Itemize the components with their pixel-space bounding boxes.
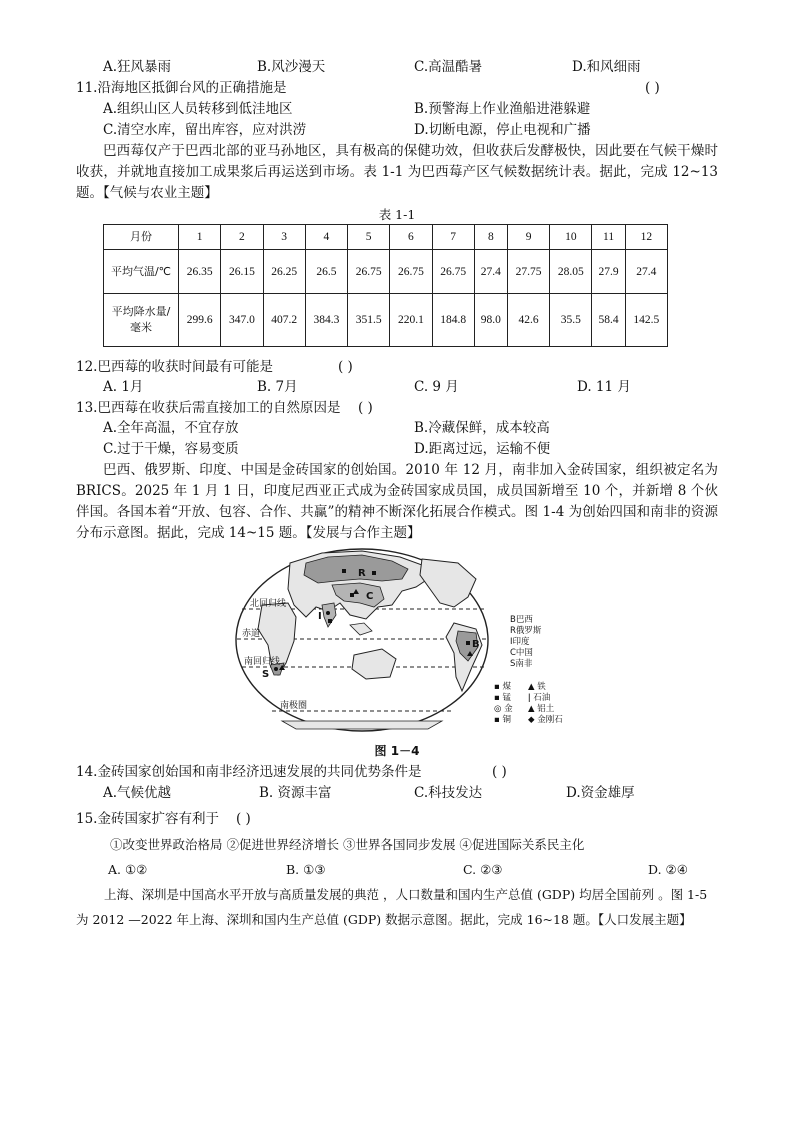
manganese-legend-icon: ▪ bbox=[494, 693, 503, 703]
table-cell: 27.9 bbox=[592, 250, 625, 294]
copper-legend-icon: ▪ bbox=[494, 715, 503, 725]
precip-label-line2: 毫米 bbox=[130, 321, 152, 334]
antarctica-landmass bbox=[282, 721, 442, 729]
coal-legend-icon: ▪ bbox=[494, 682, 503, 692]
q12-option-c: C. 9 月 bbox=[414, 379, 459, 395]
q13-option-b: B.冷藏保鲜，成本较高 bbox=[414, 420, 550, 436]
legend-resource: ◆ 金刚石 bbox=[528, 715, 563, 725]
table-cell: 347.0 bbox=[221, 294, 263, 347]
table-cell: 299.6 bbox=[179, 294, 221, 347]
table-cell: 35.5 bbox=[550, 294, 592, 347]
table-cell: 58.4 bbox=[592, 294, 625, 347]
table-cell: 384.3 bbox=[305, 294, 347, 347]
q14-stem: 14.金砖国家创始国和南非经济迅速发展的共同优势条件是 bbox=[76, 764, 422, 780]
passage-acai: 巴西莓仅产于巴西北部的亚马孙地区，具有极高的保健功效，但收获后发酵极快，因此要在气候干燥时收获，并就地直接加工成果浆后再运送到市场。表 1-1 为巴西莓产区气候数据统计表。据此，完成 12~13 题。【气候与农业主题】 bbox=[76, 143, 718, 201]
table-cell: 220.1 bbox=[390, 294, 432, 347]
iron-marker bbox=[328, 619, 332, 623]
passage-shanghai-shenzhen-line2: 为 2012 —2022 年上海、深圳和国内生产总值 (GDP) 数据示意图。据此，完成 16~18 题。【人口发展主题】 bbox=[76, 912, 692, 927]
legend-country: C中国 bbox=[510, 648, 533, 658]
table-cell: 6 bbox=[390, 225, 432, 250]
table-row bbox=[104, 250, 668, 294]
q13-stem: 13.巴西莓在收获后需直接加工的自然原因是 bbox=[76, 400, 341, 416]
diamond-legend-icon: ◆ bbox=[528, 715, 538, 725]
table-cell: 351.5 bbox=[348, 294, 390, 347]
map-letter-b: B bbox=[472, 639, 480, 650]
climate-table bbox=[103, 224, 668, 347]
passage-brics: 巴西、俄罗斯、印度、中国是金砖国家的创始国。2010 年 12 月，南非加入金砖国家，组织被定名为 BRICS。2025 年 1 月 1 日，印度尼西亚正式成为金砖国家成员国，成员国新增至 10 个，并新增 8 个伙伴国。各国本着“开放、包容、合作、共赢”的精神不断深化拓展合作模式。图 1-4 为创始四国和南非的资源分布示意图。据此，完成 14~15 题。【发展与合作主题】 bbox=[76, 462, 718, 541]
q12-option-a: A. 1月 bbox=[103, 379, 144, 395]
q15-option-c: C. ②③ bbox=[463, 862, 503, 877]
legend-resource: ▪ 锰 bbox=[494, 693, 511, 703]
table-caption: 表 1-1 bbox=[378, 207, 416, 222]
table-cell: 26.75 bbox=[390, 250, 432, 294]
gold-marker bbox=[274, 667, 278, 671]
table-cell: 9 bbox=[507, 225, 549, 250]
table-cell: 142.5 bbox=[625, 294, 667, 347]
map-letter-r: R bbox=[358, 568, 366, 579]
table-cell: 10 bbox=[550, 225, 592, 250]
q14-option-c: C.科技发达 bbox=[414, 785, 483, 801]
precip-label-line1: 平均降水量/ bbox=[111, 305, 171, 318]
q11-option-d: D.切断电源，停止电视和广播 bbox=[414, 122, 591, 138]
q13-answer-paren: ( ) bbox=[358, 400, 373, 416]
q12-answer-paren: ( ) bbox=[338, 359, 353, 375]
q15-answer-paren: ( ) bbox=[236, 811, 251, 827]
q15-option-b: B. ①③ bbox=[286, 862, 326, 877]
figure-caption: 图 1－4 bbox=[374, 744, 420, 758]
table-header-temp: 平均气温/℃ bbox=[104, 250, 179, 294]
table-cell: 28.05 bbox=[550, 250, 592, 294]
coal-marker bbox=[372, 571, 376, 575]
q14-answer-paren: ( ) bbox=[492, 764, 507, 780]
legend-country: I印度 bbox=[510, 637, 530, 647]
brics-resource-map bbox=[232, 545, 568, 741]
legend-resource: ▪ 铜 bbox=[494, 715, 511, 725]
table-cell: 26.5 bbox=[305, 250, 347, 294]
table-cell: 3 bbox=[263, 225, 305, 250]
gold-legend-icon: ◎ bbox=[494, 704, 505, 714]
q10-option-d: D.和风细雨 bbox=[572, 59, 641, 75]
table-cell: 26.75 bbox=[348, 250, 390, 294]
label-tropic-of-cancer: 北回归线 bbox=[250, 599, 287, 609]
legend-country: S南非 bbox=[510, 659, 533, 669]
table-cell: 5 bbox=[348, 225, 390, 250]
map-letter-i: I bbox=[318, 611, 322, 622]
q11-option-a: A.组织山区人员转移到低洼地区 bbox=[103, 101, 293, 117]
label-tropic-of-capricorn: 南回归线 bbox=[244, 657, 281, 667]
table-cell: 27.4 bbox=[474, 250, 507, 294]
q11-stem: 11.沿海地区抵御台风的正确措施是 bbox=[76, 80, 287, 96]
legend-resource: ▲ 铝土 bbox=[528, 704, 555, 714]
q15-stem: 15.金砖国家扩容有利于 bbox=[76, 811, 219, 827]
passage-shanghai-shenzhen-line1: 上海、深圳是中国高水平开放与高质量发展的典范 ，人口数量和国内生产总值 (GDP) 均居全国前列 。图 1-5 bbox=[104, 887, 708, 902]
q15-option-d: D. ②④ bbox=[648, 862, 688, 877]
iron-legend-icon: ▲ bbox=[528, 682, 538, 692]
table-header-precip bbox=[104, 294, 179, 347]
table-cell: 7 bbox=[432, 225, 474, 250]
q10-option-b: B.风沙漫天 bbox=[257, 59, 326, 75]
manganese-marker bbox=[326, 611, 330, 615]
q15-option-a: A. ①② bbox=[108, 862, 148, 877]
q12-option-b: B. 7月 bbox=[257, 379, 298, 395]
legend-resource: ǀ 石油 bbox=[528, 693, 551, 703]
q15-statements: ①改变世界政治格局 ②促进世界经济增长 ③世界各国同步发展 ④促进国际关系民主化 bbox=[110, 837, 585, 852]
country-legend bbox=[510, 615, 541, 670]
legend-country: B巴西 bbox=[510, 615, 533, 625]
label-equator: 赤道 bbox=[242, 629, 261, 639]
table-cell: 1 bbox=[179, 225, 221, 250]
q13-option-d: D.距离过远，运输不便 bbox=[414, 441, 551, 457]
iron-marker bbox=[466, 641, 470, 645]
table-cell: 26.35 bbox=[179, 250, 221, 294]
map-letter-s: S bbox=[262, 669, 270, 680]
table-cell: 42.6 bbox=[507, 294, 549, 347]
coal-marker bbox=[342, 569, 346, 573]
q12-stem: 12.巴西莓的收获时间最有可能是 bbox=[76, 359, 273, 375]
q10-option-c: C.高温酷暑 bbox=[414, 59, 483, 75]
legend-country: R俄罗斯 bbox=[510, 626, 542, 636]
table-cell: 407.2 bbox=[263, 294, 305, 347]
bauxite-legend-icon: ▲ bbox=[528, 704, 538, 714]
table-row bbox=[104, 294, 668, 347]
table-cell: 26.25 bbox=[263, 250, 305, 294]
label-antarctic-circle: 南极圈 bbox=[280, 701, 308, 711]
table-cell: 98.0 bbox=[474, 294, 507, 347]
table-cell: 27.75 bbox=[507, 250, 549, 294]
q13-option-c: C.过于干燥，容易变质 bbox=[103, 441, 239, 457]
q11-answer-paren: ( ) bbox=[645, 80, 660, 96]
q11-option-b: B.预警海上作业渔船进港躲避 bbox=[414, 101, 591, 117]
oil-legend-icon: ǀ bbox=[528, 693, 534, 703]
table-cell: 11 bbox=[592, 225, 625, 250]
table-cell: 12 bbox=[625, 225, 667, 250]
q14-option-a: A.气候优越 bbox=[103, 785, 172, 801]
q12-option-d: D. 11 月 bbox=[577, 379, 631, 395]
q10-option-a: A.狂风暴雨 bbox=[103, 59, 172, 75]
legend-resource: ◎ 金 bbox=[494, 704, 513, 714]
map-letter-c: C bbox=[366, 591, 374, 602]
q11-option-c: C.清空水库，留出库容，应对洪涝 bbox=[103, 122, 307, 138]
q13-option-a: A.全年高温，不宜存放 bbox=[103, 420, 239, 436]
table-header-month: 月份 bbox=[104, 225, 179, 250]
iron-marker bbox=[350, 593, 354, 597]
q14-option-d: D.资金雄厚 bbox=[566, 785, 635, 801]
table-cell: 26.75 bbox=[432, 250, 474, 294]
table-cell: 2 bbox=[221, 225, 263, 250]
table-cell: 8 bbox=[474, 225, 507, 250]
table-cell: 184.8 bbox=[432, 294, 474, 347]
legend-resource: ▲ 铁 bbox=[528, 682, 546, 692]
table-cell: 26.15 bbox=[221, 250, 263, 294]
table-cell: 4 bbox=[305, 225, 347, 250]
resource-legend bbox=[494, 682, 566, 726]
table-row bbox=[104, 225, 668, 250]
q14-option-b: B. 资源丰富 bbox=[259, 785, 332, 801]
table-cell: 27.4 bbox=[625, 250, 667, 294]
legend-resource: ▪ 煤 bbox=[494, 682, 511, 692]
